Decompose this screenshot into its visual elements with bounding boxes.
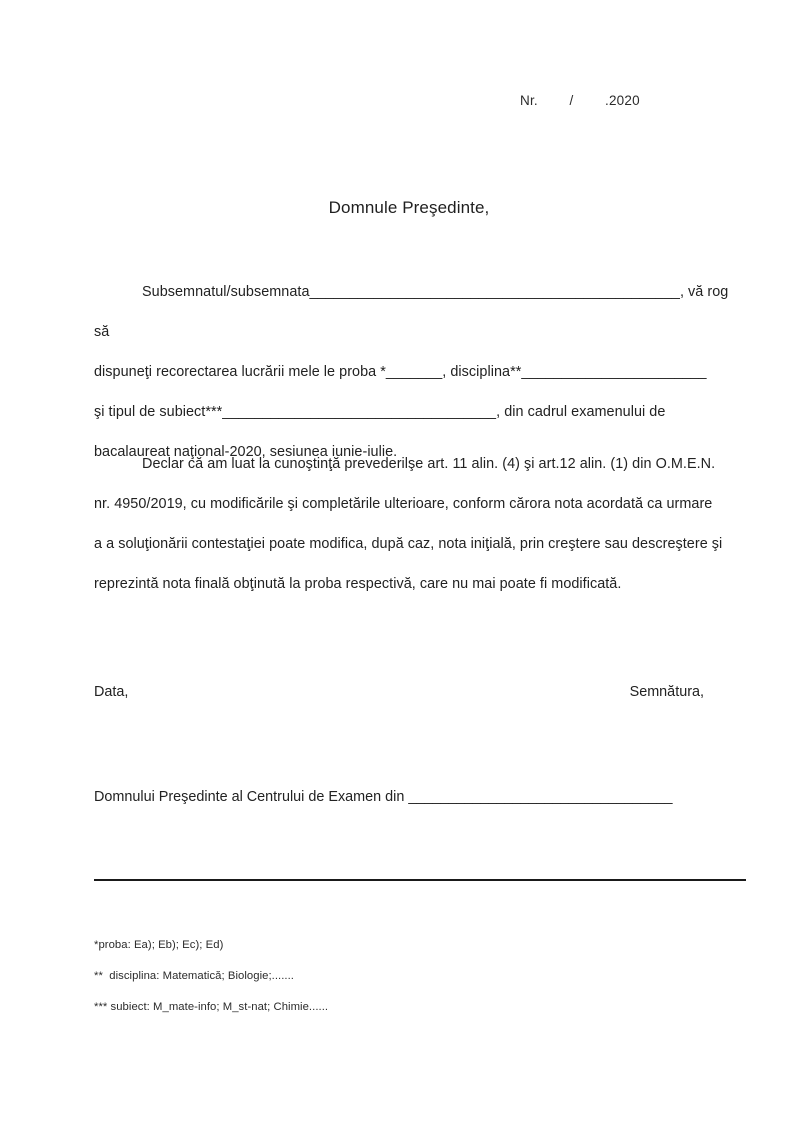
salutation-text: Domnule Preşedinte, xyxy=(328,198,490,217)
horizontal-rule xyxy=(94,879,746,881)
footnotes-block xyxy=(94,930,734,1023)
date-label: Data, xyxy=(94,684,129,700)
paragraph-request-line-3: şi tipul de subiect***__________________________________, din cadrul examenului de xyxy=(94,404,666,420)
paragraph-declaration-line-1: Declar că am luat la cunoştinţă prevederilşe art. 11 alin. (4) şi art.12 alin. (1) din O.M.E.N. xyxy=(142,456,716,472)
document-number-field: Nr. / .2020 xyxy=(520,93,640,108)
paragraph-declaration xyxy=(94,444,746,604)
signature-row xyxy=(94,684,704,700)
footnote-proba: *proba: Ea); Eb); Ec); Ed) xyxy=(94,939,224,951)
footnote-disciplina: ** disciplina: Matematică; Biologie;....... xyxy=(94,970,294,982)
footnote-subiect: *** subiect: M_mate-info; M_st-nat; Chimie...... xyxy=(94,1001,329,1013)
paragraph-request-line-1: Subsemnatul/subsemnata______________________________________________, vă rog să xyxy=(94,284,733,340)
paragraph-request-line-2: dispuneţi recorectarea lucrării mele le proba *_______, disciplina**_______________________ xyxy=(94,364,707,380)
paragraph-declaration-line-3: a a soluţionării contestaţiei poate modifica, după caz, nota iniţială, prin creştere sau descreştere şi xyxy=(94,536,723,552)
signature-label: Semnătura, xyxy=(629,684,704,700)
addressee-line: Domnului Preşedinte al Centrului de Examen din _________________________________ xyxy=(94,789,673,805)
paragraph-request xyxy=(94,272,746,472)
paragraph-request-line-4: bacalaureat naţional-2020, sesiunea iunie-iulie. xyxy=(94,444,398,460)
salutation-block xyxy=(0,198,800,218)
paragraph-declaration-line-2: nr. 4950/2019, cu modificările şi completările ulterioare, conform cărora nota acordată ca urmare xyxy=(94,496,713,512)
paragraph-declaration-line-4: reprezintă nota finală obţinută la proba respectivă, care nu mai poate fi modificată. xyxy=(94,576,622,592)
